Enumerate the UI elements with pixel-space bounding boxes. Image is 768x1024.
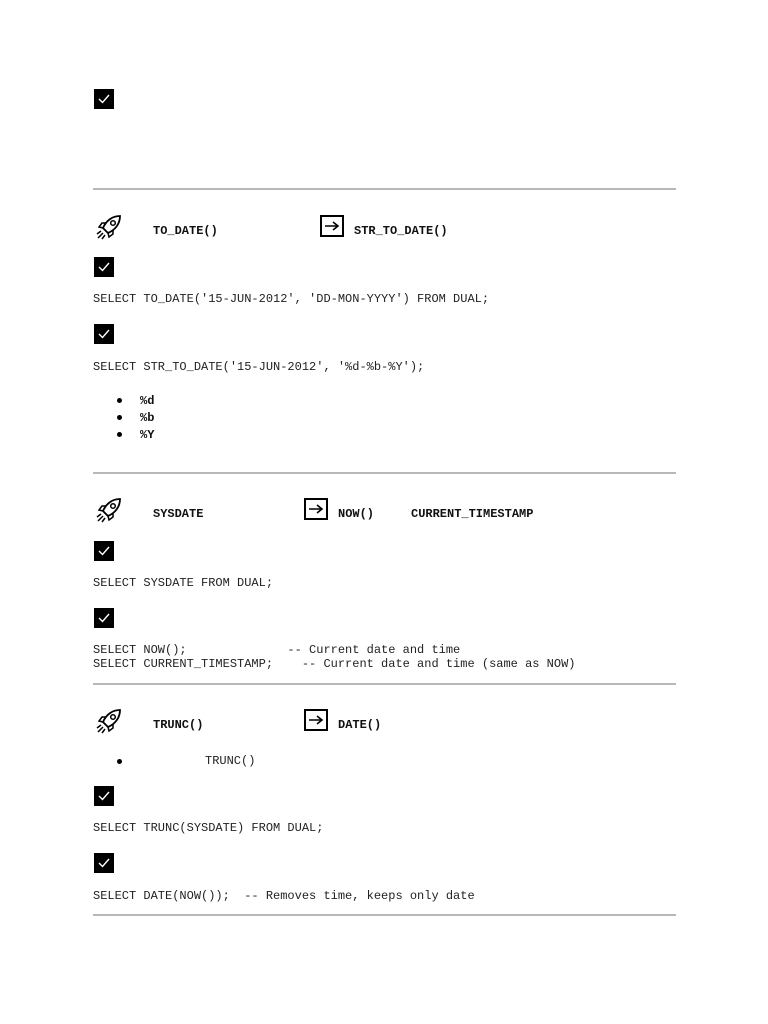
oracle-function-label: TRUNC() <box>153 718 204 732</box>
note-bullet-text: TRUNC() <box>205 754 256 768</box>
bullet-dot <box>117 432 122 437</box>
rocket-icon <box>94 212 124 242</box>
right-arrow-icon <box>304 709 328 731</box>
bullet-dot <box>117 759 122 764</box>
checkbox-checked-icon <box>94 257 114 277</box>
mysql-alt-function-label: CURRENT_TIMESTAMP <box>411 507 534 521</box>
mysql-function-label: NOW() <box>338 507 375 521</box>
checkbox-checked-icon <box>94 541 114 561</box>
checkbox-checked-icon <box>94 89 114 109</box>
checkbox-checked-icon <box>94 608 114 628</box>
oracle-code-line: SELECT SYSDATE FROM DUAL; <box>93 576 274 590</box>
section-divider <box>93 683 676 685</box>
oracle-code-line: SELECT TO_DATE('15-JUN-2012', 'DD-MON-YYYY') FROM DUAL; <box>93 292 490 306</box>
oracle-code-line: SELECT TRUNC(SYSDATE) FROM DUAL; <box>93 821 324 835</box>
mysql-function-label: STR_TO_DATE() <box>354 224 448 238</box>
right-arrow-icon <box>304 498 328 520</box>
checkbox-checked-icon <box>94 853 114 873</box>
rocket-icon <box>94 495 124 525</box>
mysql-code-line: SELECT DATE(NOW()); -- Removes time, keeps only date <box>93 889 475 903</box>
mysql-code-line: SELECT CURRENT_TIMESTAMP; -- Current date and time (same as NOW) <box>93 657 576 671</box>
section-divider <box>93 472 676 474</box>
format-specifier-item: %b <box>140 411 155 425</box>
bullet-dot <box>117 415 122 420</box>
format-specifier-item: %d <box>140 394 155 408</box>
mysql-code-line: SELECT NOW(); -- Current date and time <box>93 643 461 657</box>
mysql-code-line: SELECT STR_TO_DATE('15-JUN-2012', '%d-%b-%Y'); <box>93 360 425 374</box>
rocket-icon <box>94 706 124 736</box>
bullet-dot <box>117 398 122 403</box>
oracle-function-label: SYSDATE <box>153 507 204 521</box>
section-divider <box>93 188 676 190</box>
format-specifier-item: %Y <box>140 428 155 442</box>
oracle-function-label: TO_DATE() <box>153 224 218 238</box>
section-divider <box>93 914 676 916</box>
checkbox-checked-icon <box>94 786 114 806</box>
checkbox-checked-icon <box>94 324 114 344</box>
right-arrow-icon <box>320 215 344 237</box>
mysql-function-label: DATE() <box>338 718 382 732</box>
